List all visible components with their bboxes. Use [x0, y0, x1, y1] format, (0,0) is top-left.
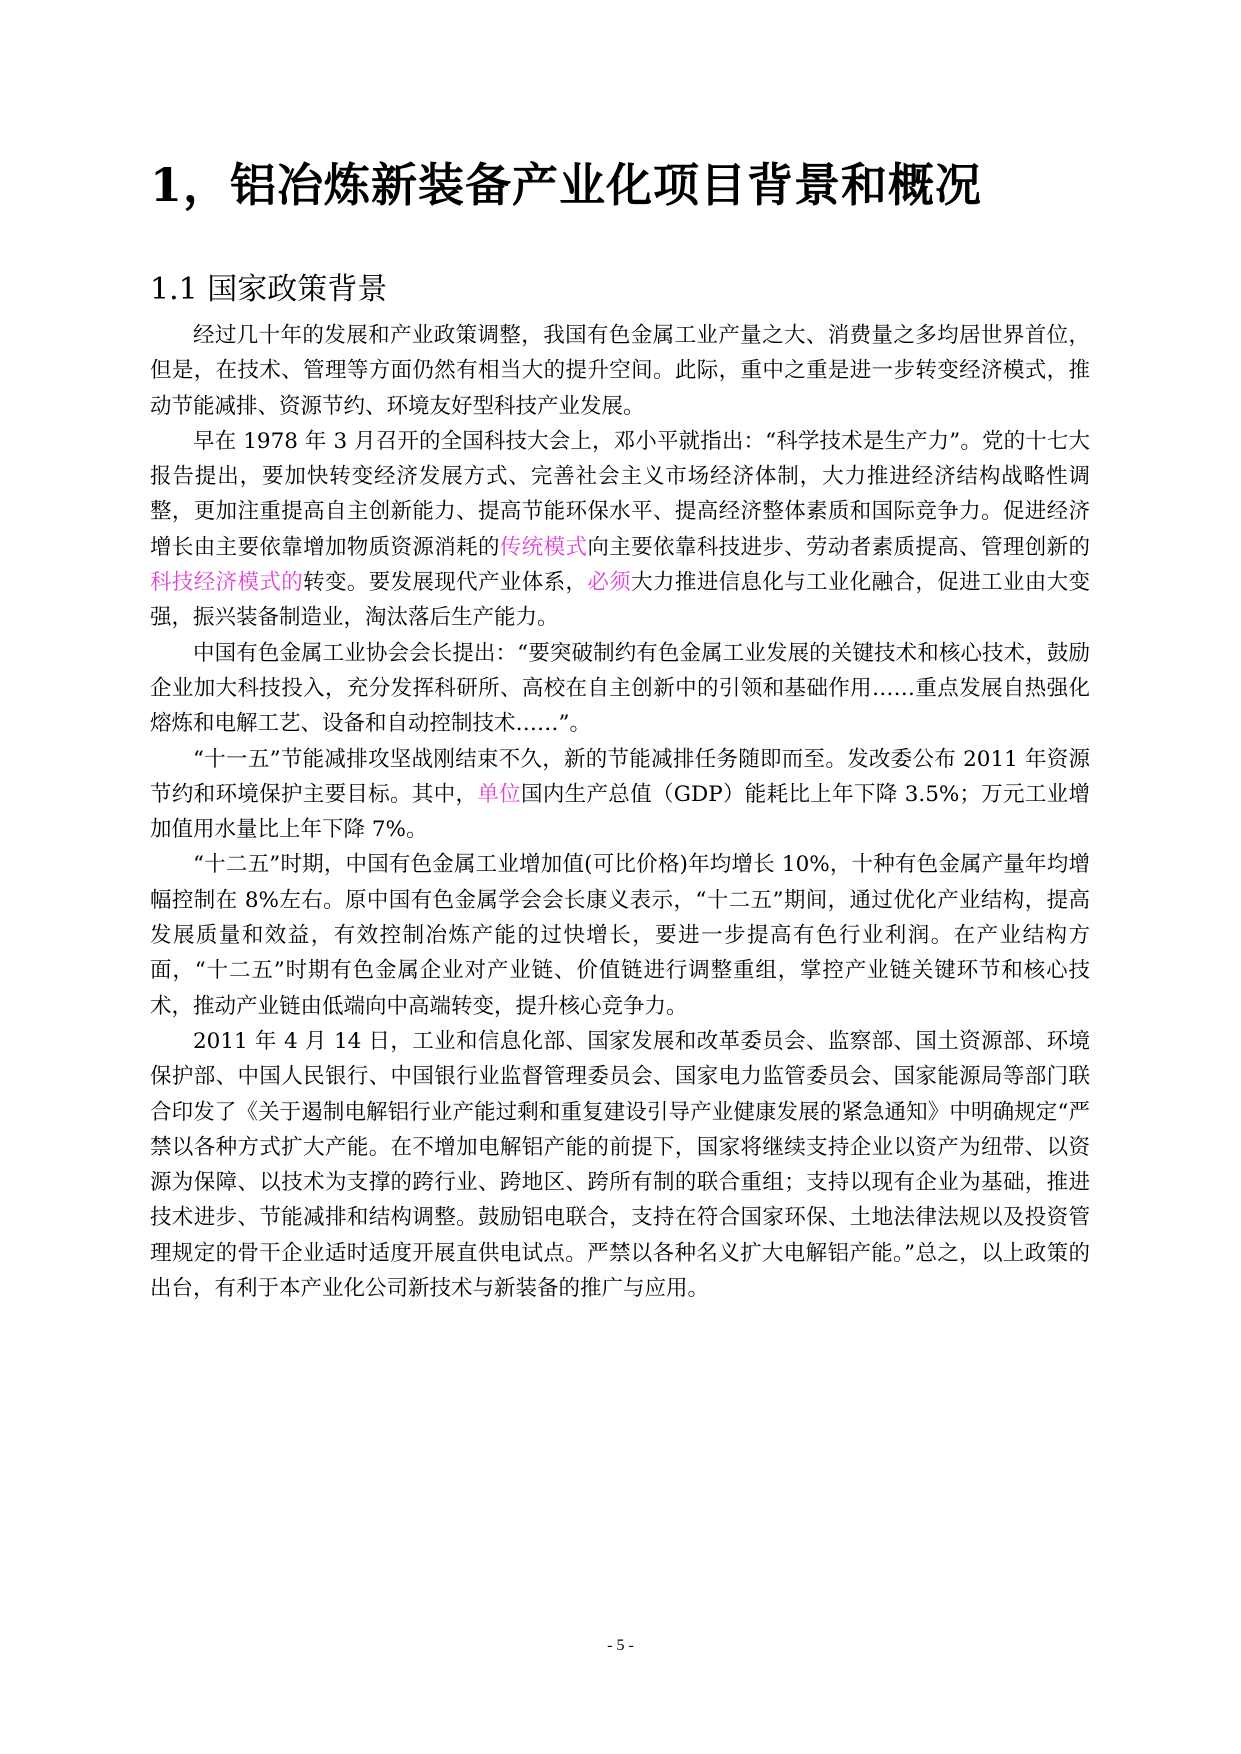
- paragraph-4-text-b: 国内生产总值（GDP）能耗比上年下降 3.5%；万元工业增加值用水量比上年下降 7%。: [150, 781, 1090, 843]
- highlight-unit: 单位: [477, 781, 522, 807]
- highlight-tech-economy-mode: 科技经济模式的: [150, 570, 304, 596]
- highlight-must: 必须: [587, 570, 632, 596]
- paragraph-2-text-a: 早在 1978 年 3 月召开的全国科技大会上，邓小平就指出：“科学技术是生产力”。党的十七大报告提出，要加快转变经济发展方式、完善社会主义市场经济体制，大力推进经济结构战略性调整，更加注重提高自主创新能力、提高节能环保水平、提高经济整体素质和国际竞争力。促进经济增长由主要依靠增加物质资源消耗的: [150, 428, 1090, 560]
- paragraph-1: 经过几十年的发展和产业政策调整，我国有色金属工业产量之大、消费量之多均居世界首位，但是，在技术、管理等方面仍然有相当大的提升空间。此际，重中之重是进一步转变经济模式，推动节能减排、资源节约、环境友好型科技产业发展。: [150, 323, 1090, 419]
- page-number: - 5 -: [607, 1637, 634, 1654]
- page-content: [150, 150, 1090, 1306]
- paragraph-4-text-a: “十一五”节能减排攻坚战刚结束不久，新的节能减排任务随即而至。发改委公布 2011 年资源节约和环境保护主要目标。其中，: [150, 746, 1090, 807]
- paragraph-2-text-c: 转变。要发展现代产业体系，: [303, 570, 588, 596]
- paragraph-2-text-d: 大力推进信息化与工业化融合，促进工业由大变强，振兴装备制造业，淘汰落后生产能力。: [150, 570, 1090, 631]
- paragraph-4: [150, 742, 1090, 848]
- paragraph-2-text-b: 向主要依靠科技进步、劳动者素质提高、管理创新的: [587, 534, 1090, 560]
- paragraph-5: “十二五”时期，中国有色金属工业增加值(可比价格)年均增长 10%，十种有色金属产量年均增幅控制在 8%左右。原中国有色金属学会会长康义表示，“十二五”期间，通过优化产业结构，提高发展质量和效益，有效控制冶炼产能的过快增长，要进一步提高有色行业利润。在产业结构方面，“十二五”时期有色金属企业对产业链、价值链进行调整重组，掌控产业链关键环节和核心技术，推动产业链由低端向中高端转变，提升核心竞争力。: [150, 852, 1090, 1019]
- paragraph-6: 2011 年 4 月 14 日，工业和信息化部、国家发展和改革委员会、监察部、国土资源部、环境保护部、中国人民银行、中国银行业监督管理委员会、国家电力监管委员会、国家能源局等部门联合印发了《关于遏制电解铝行业产能过剩和重复建设引导产业健康发展的紧急通知》中明确规定“严禁以各种方式扩大产能。在不增加电解铝产能的前提下，国家将继续支持企业以资产为纽带、以资源为保障、以技术为支撑的跨行业、跨地区、跨所有制的联合重组；支持以现有企业为基础，推进技术进步、节能减排和结构调整。鼓励铝电联合，支持在符合国家环保、土地法律法规以及投资管理规定的骨干企业适时适度开展直供电试点。严禁以各种名义扩大电解铝产能。”总之，以上政策的出台，有利于本产业化公司新技术与新装备的推广与应用。: [150, 1028, 1090, 1302]
- paragraph-2: [150, 424, 1090, 636]
- section-title: 1.1 国家政策背景: [150, 272, 388, 307]
- highlight-traditional-mode: 传统模式: [499, 534, 588, 560]
- paragraph-3: 中国有色金属工业协会会长提出：“要突破制约有色金属工业发展的关键技术和核心技术，鼓励企业加大科技投入，充分发挥科研所、高校在自主创新中的引领和基础作用……重点发展自热强化熔炼和电解工艺、设备和自动控制技术……”。: [150, 640, 1090, 737]
- chapter-title: 1，铝冶炼新装备产业化项目背景和概况: [150, 158, 983, 212]
